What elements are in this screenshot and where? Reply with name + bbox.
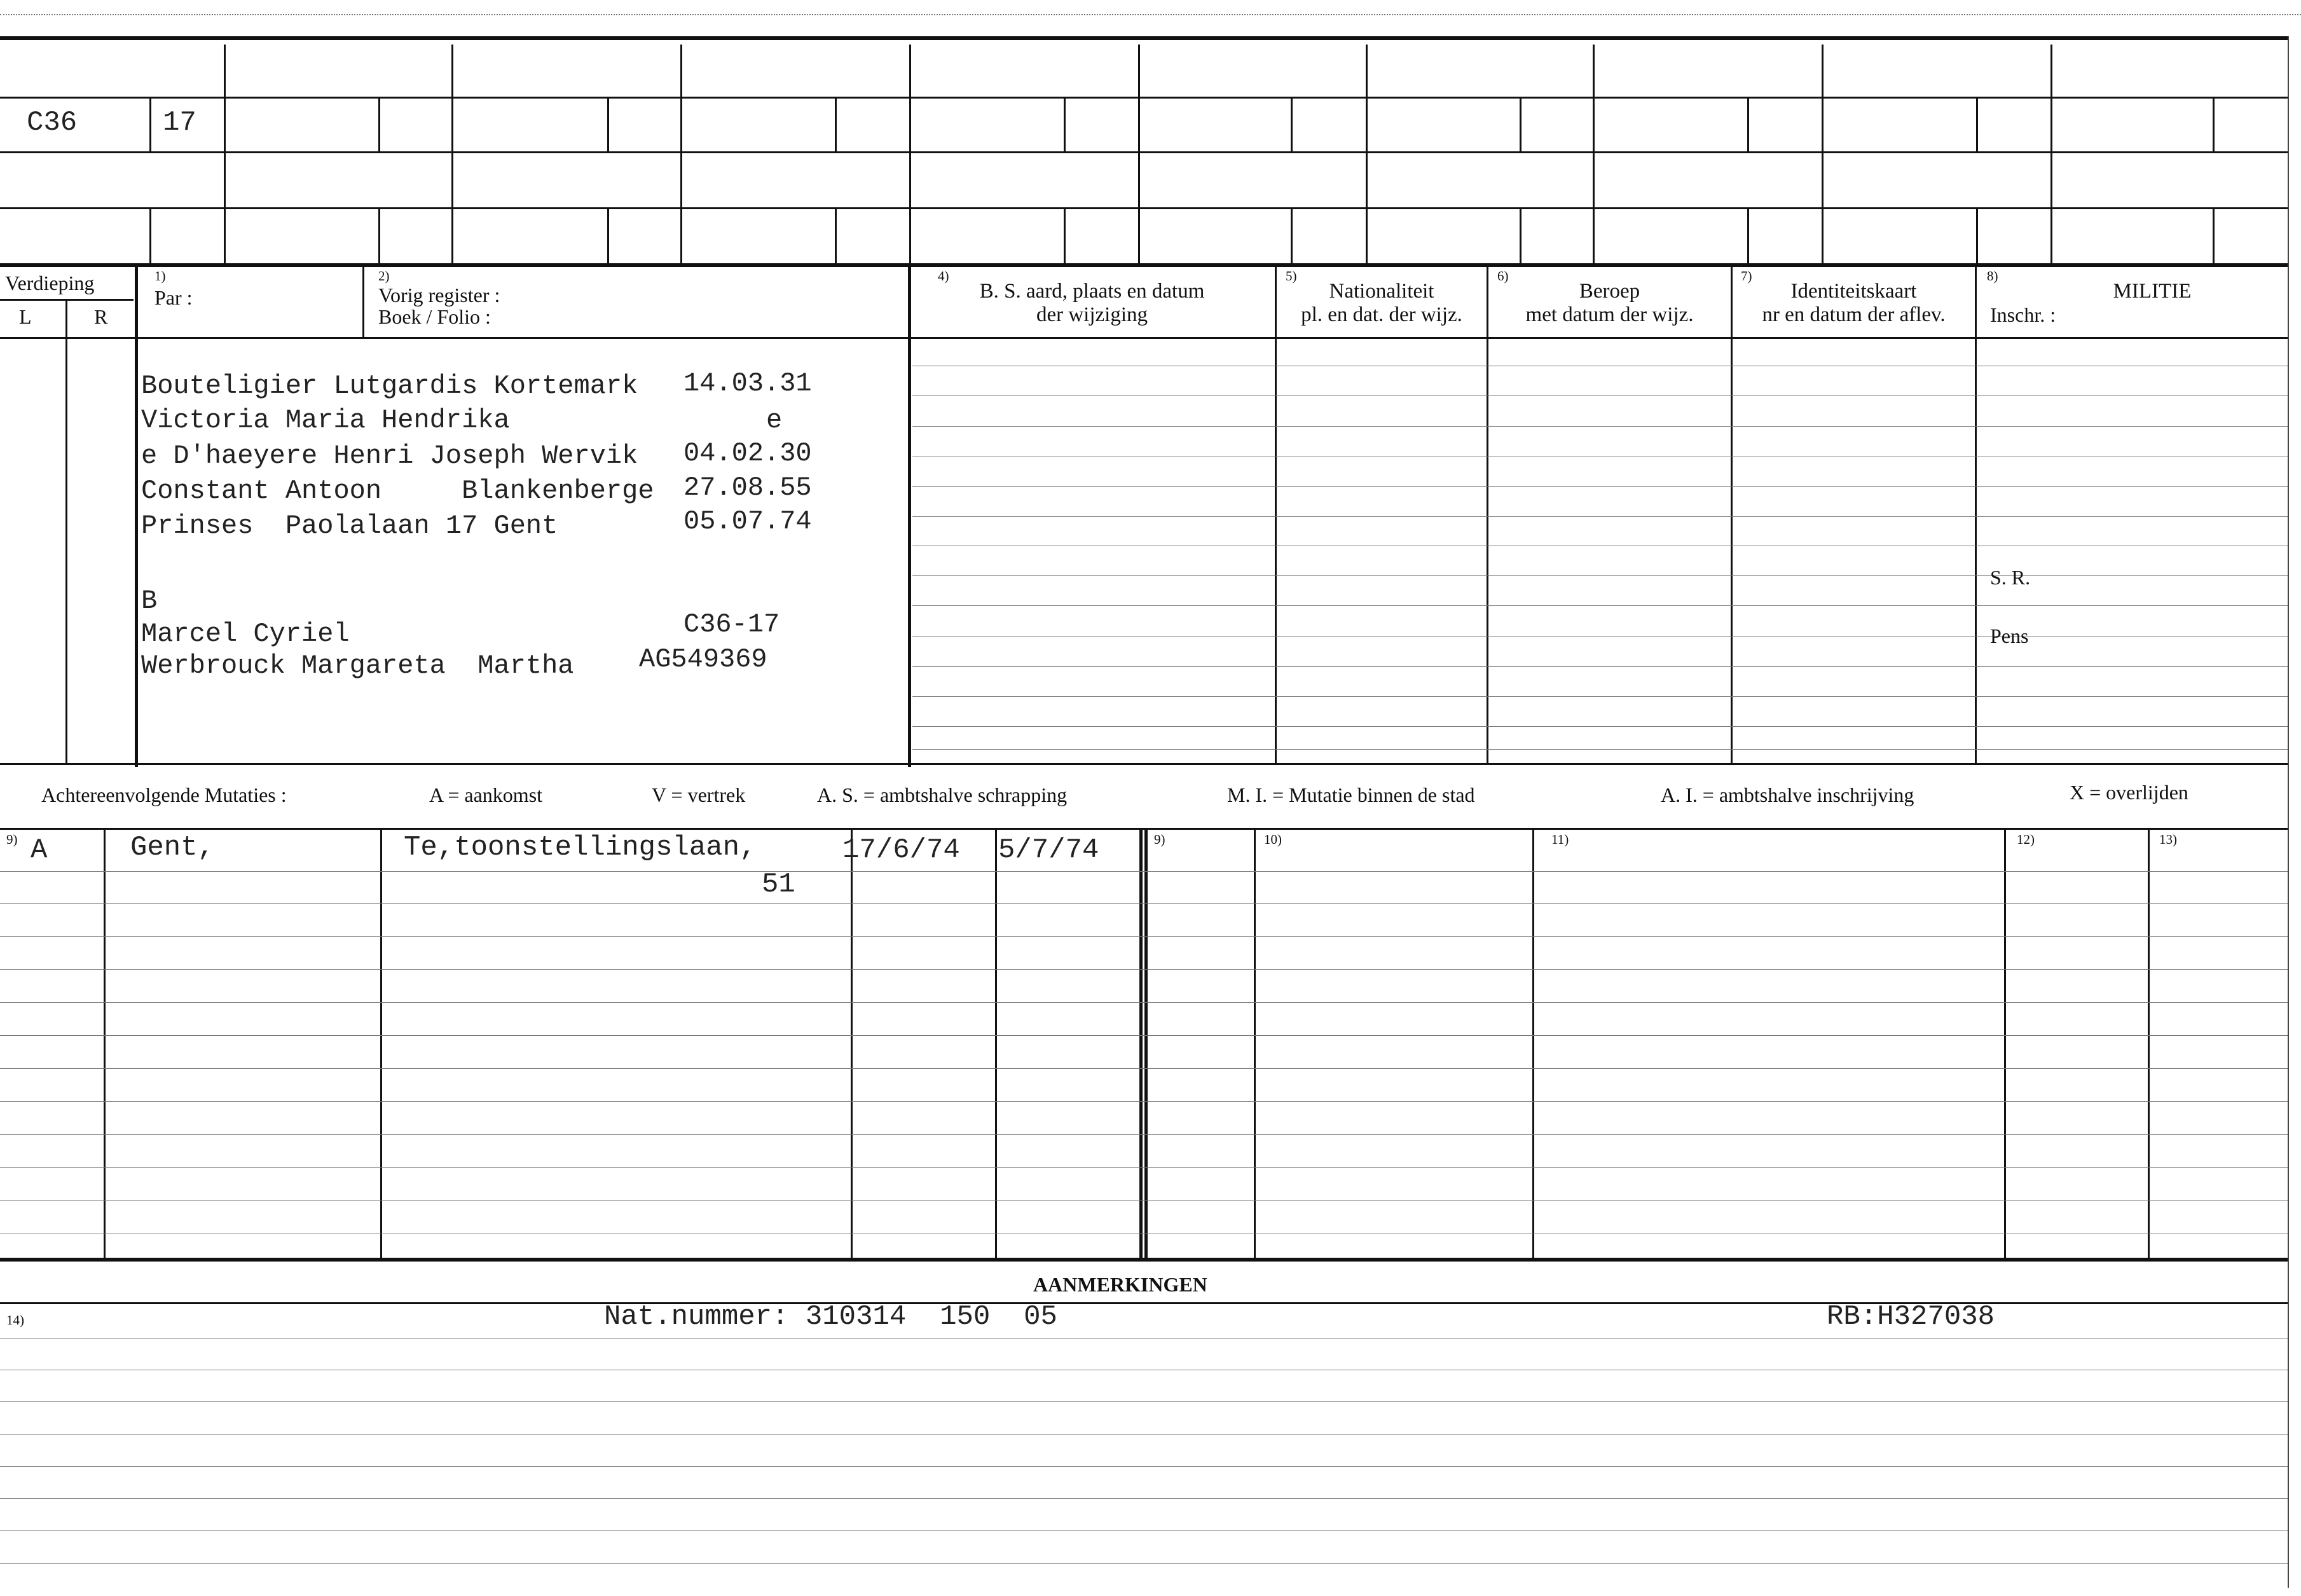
mut-col-9-label: 9) [6,832,18,847]
record-line-1: Bouteligier Lutgardis Kortemark [141,371,638,401]
mut-col-10b-label: 10) [1264,832,1282,847]
par-label: Par : [155,286,193,309]
record-ref-8: AG549369 [639,644,767,675]
mut-col-12b-label: 12) [2017,832,2035,847]
vorig-number: 2) [378,268,390,284]
record-line-8: Werbrouck Margareta Martha [141,650,574,681]
col-divider-id [1731,263,1733,763]
mutatie-place: Gent, [130,832,215,863]
legend-title: Achtereenvolgende Mutaties : [41,783,287,806]
col-divider-par [135,263,138,767]
militie-number: 8) [1987,268,1998,284]
legend-v: V = vertrek [652,783,746,806]
record-mark-2: e [766,405,783,436]
mutatie-type: A [31,834,48,866]
aanmerkingen-top-line [0,1258,2289,1262]
nat-nummer: Nat.nummer: 310314 150 05 [604,1301,1057,1333]
mut-col-9b-label: 9) [1154,832,1165,847]
legend-ai: A. I. = ambtshalve inschrijving [1661,783,1914,806]
beroep-header-line1: Beroep [1579,280,1640,303]
col-divider-beroep [1487,263,1488,763]
par-number: 1) [155,268,166,284]
legend-a: A = aankomst [429,783,543,806]
vorig-register-label: Vorig register : [378,284,500,306]
militie-title: MILITIE [2113,280,2192,303]
aanmerkingen-title: AANMERKINGEN [1033,1273,1207,1296]
col-divider-vorig [362,263,364,337]
record-date-4: 27.08.55 [683,472,812,503]
nat-header-line2: pl. en dat. der wijz. [1301,303,1462,326]
beroep-header-line2: met datum der wijz. [1525,303,1694,326]
bs-number: 4) [938,268,949,284]
mut-col-11b-label: 11) [1551,832,1569,847]
rb-number: RB:H327038 [1827,1301,1995,1333]
record-date-5: 05.07.74 [683,506,812,537]
record-line-4: Constant Antoon Blankenberge [141,476,654,506]
col-divider-militie [1975,263,1977,763]
legend-x: X = overlijden [2070,781,2188,804]
scan-edge-noise [0,14,2301,15]
aanmerkingen-number: 14) [6,1312,24,1328]
id-number: 7) [1741,268,1752,284]
legend-top-line [0,763,2289,765]
record-line-7: Marcel Cyriel [141,619,350,649]
id-header-line1: Identiteitskaart [1790,280,1917,303]
beroep-number: 6) [1497,268,1509,284]
col-r-label: R [94,305,108,328]
boek-folio-label: Boek / Folio : [378,305,491,328]
col-divider-l-r [65,299,67,763]
nat-number: 5) [1286,268,1297,284]
mut-col-13b-label: 13) [2159,832,2177,847]
record-date-1: 14.03.31 [683,368,812,399]
inschr-label: Inschr. : [1990,303,2056,326]
mutatie-date-13: 5/7/74 [998,834,1099,866]
id-header-line2: nr en datum der aflev. [1762,303,1946,326]
bs-header-line2: der wijziging [1036,303,1148,326]
mutatie-address-line1: Te,toonstellingslaan, [404,832,757,863]
right-edge [2288,36,2289,1588]
mutatie-date-12: 17/6/74 [842,834,960,866]
col-l-label: L [19,305,32,328]
col-divider-bs [908,263,911,767]
card-number: 17 [163,107,196,139]
bs-header-line1: B. S. aard, plaats en datum [979,280,1205,303]
col-divider-nat [1275,263,1277,763]
record-line-5: Prinses Paolalaan 17 Gent [141,511,558,541]
record-date-3: 04.02.30 [683,438,812,469]
card-code: C36 [27,107,78,139]
mutatie-address-line2: 51 [762,869,795,900]
record-ref-7: C36-17 [683,609,780,640]
record-line-3: e D'haeyere Henri Joseph Wervik [141,441,638,471]
top-border [0,36,2289,40]
legend-as: A. S. = ambtshalve schrapping [817,783,1068,806]
legend-mi: M. I. = Mutatie binnen de stad [1227,783,1475,806]
record-line-2: Victoria Maria Hendrika [141,405,510,436]
nat-header-line1: Nationaliteit [1329,280,1434,303]
pens-label: Pens [1990,624,2029,647]
verdieping-label: Verdieping [5,272,95,294]
record-line-6: B [141,586,158,616]
header-bottom-line [0,337,2289,339]
sr-label: S. R. [1990,566,2031,589]
